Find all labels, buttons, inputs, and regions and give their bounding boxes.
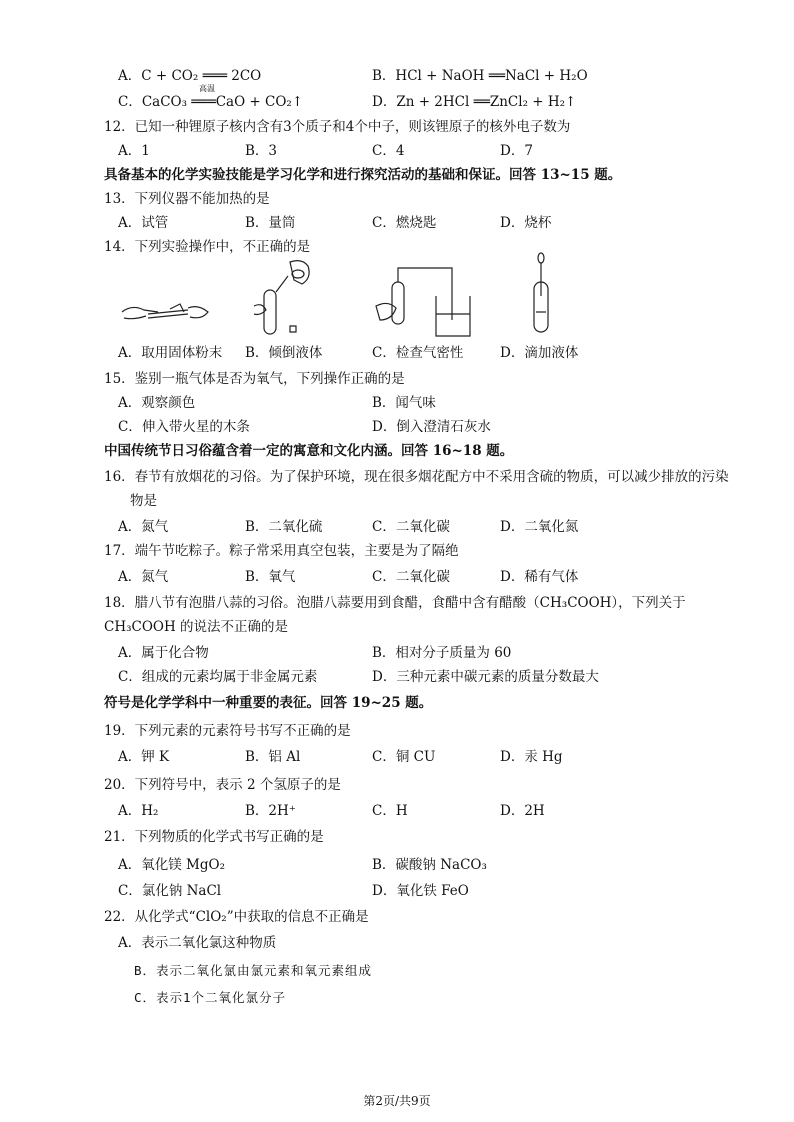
- q22-option-b: B．表示二氧化氯由氯元素和氧元素组成: [134, 963, 373, 978]
- q15-option-a: A．观察颜色: [118, 395, 196, 411]
- q18-option-a: A．属于化合物: [118, 645, 209, 661]
- q13-option-a: A．试管: [118, 215, 169, 231]
- q15-stem: 15．鉴别一瓶气体是否为氧气，下列操作正确的是: [104, 371, 405, 387]
- q21-option-c: C．氯化钠 NaCl: [118, 883, 222, 899]
- q13-stem: 13．下列仪器不能加热的是: [104, 191, 270, 207]
- q19-stem: 19．下列元素的元素符号书写不正确的是: [104, 723, 351, 739]
- q19-option-a: A．钾 K: [118, 749, 170, 765]
- q22-stem: 22．从化学式“ClO₂”中获取的信息不正确是: [104, 909, 369, 925]
- q16-stem-line1: 16．春节有放烟花的习俗。为了保护环境，现在很多烟花配方中不采用含硫的物质，可以减少排放的污染: [104, 469, 729, 485]
- q17-option-a: A．氮气: [118, 569, 169, 585]
- section-2-text: 中国传统节日习俗蕴含着一定的寓意和文化内涵。回答 16~18 题。: [104, 443, 514, 459]
- q11-option-d: D．Zn + 2HCl ══ZnCl₂ + H₂↑: [372, 94, 577, 110]
- q16-option-c: C．二氧化碳: [372, 519, 450, 535]
- illustration-airtightness-check: [370, 262, 480, 340]
- q17-option-d: D．稀有气体: [500, 569, 579, 585]
- q11-option-a: A．C + CO₂ ═══ 2CO: [118, 68, 262, 84]
- q21-option-b: B．碳酸钠 NaCO₃: [372, 857, 487, 873]
- q22-option-a: A．表示二氧化氯这种物质: [118, 935, 277, 951]
- q21-option-a: A．氧化镁 MgO₂: [118, 857, 225, 873]
- illustration-pour-liquid: [250, 256, 320, 340]
- q13-option-b: B．量筒: [245, 215, 296, 231]
- q19-option-b: B．铝 Al: [245, 749, 301, 765]
- q16-option-a: A．氮气: [118, 519, 169, 535]
- q11-condition: 高温: [199, 84, 215, 93]
- q19-option-c: C．铜 CU: [372, 749, 436, 765]
- q20-option-d: D．2H: [500, 803, 545, 819]
- q12-option-a: A．1: [118, 143, 150, 159]
- q15-option-d: D．倒入澄清石灰水: [372, 419, 491, 435]
- q12-option-c: C．4: [372, 143, 405, 159]
- q16-option-b: B．二氧化硫: [245, 519, 323, 535]
- illustration-take-powder: [118, 290, 213, 335]
- q13-option-c: C．燃烧匙: [372, 215, 437, 231]
- page-number-footer: 第2页/共9页: [363, 1094, 431, 1108]
- q20-option-a: A．H₂: [118, 803, 159, 819]
- q12-option-b: B．3: [245, 143, 278, 159]
- q17-option-c: C．二氧化碳: [372, 569, 450, 585]
- q18-option-c: C．组成的元素均属于非金属元素: [118, 669, 318, 685]
- q11-option-b: B．HCl + NaOH ══NaCl + H₂O: [372, 68, 588, 84]
- q15-option-c: C．伸入带火星的木条: [118, 419, 250, 435]
- q15-option-b: B．闻气味: [372, 395, 436, 411]
- q22-option-c: C．表示1个二氧化氯分子: [134, 990, 287, 1005]
- q14-option-c: C．检查气密性: [372, 345, 464, 361]
- q20-option-c: C．H: [372, 803, 408, 819]
- q14-option-b: B．倾倒液体: [245, 345, 323, 361]
- q17-stem: 17．端午节吃粽子。粽子常采用真空包装，主要是为了隔绝: [104, 543, 459, 559]
- q18-stem-line2: CH₃COOH 的说法不正确的是: [104, 619, 289, 635]
- q20-option-b: B．2H⁺: [245, 803, 296, 819]
- q21-option-d: D．氧化铁 FeO: [372, 883, 469, 899]
- q14-option-d: D．滴加液体: [500, 345, 579, 361]
- q20-stem: 20．下列符号中，表示 2 个氢原子的是: [104, 777, 341, 793]
- q14-stem: 14．下列实验操作中，不正确的是: [104, 239, 311, 255]
- section-3-text: 符号是化学学科中一种重要的表征。回答 19~25 题。: [104, 695, 433, 711]
- illustration-add-liquid-dropper: [526, 252, 556, 338]
- q18-option-d: D．三种元素中碳元素的质量分数最大: [372, 669, 599, 685]
- q18-stem-line1: 18．腊八节有泡腊八蒜的习俗。泡腊八蒜要用到食醋，食醋中含有醋酸（CH₃COOH），下列关于: [104, 595, 686, 611]
- q12-option-d: D．7: [500, 143, 533, 159]
- q13-option-d: D．烧杯: [500, 215, 552, 231]
- q16-stem-line2: 物是: [130, 493, 157, 509]
- q16-option-d: D．二氧化氮: [500, 519, 579, 535]
- q21-stem: 21．下列物质的化学式书写正确的是: [104, 829, 324, 845]
- section-1-text: 具备基本的化学实验技能是学习化学和进行探究活动的基础和保证。回答 13~15 题。: [104, 167, 622, 183]
- q18-option-b: B．相对分子质量为 60: [372, 645, 512, 661]
- q11-option-c: C．CaCO₃ ═══CaO + CO₂↑: [118, 94, 304, 110]
- q17-option-b: B．氧气: [245, 569, 296, 585]
- q14-option-a: A．取用固体粉末: [118, 345, 223, 361]
- q12-stem: 12．已知一种锂原子核内含有3个质子和4个中子，则该锂原子的核外电子数为: [104, 119, 571, 135]
- q19-option-d: D．汞 Hg: [500, 749, 563, 765]
